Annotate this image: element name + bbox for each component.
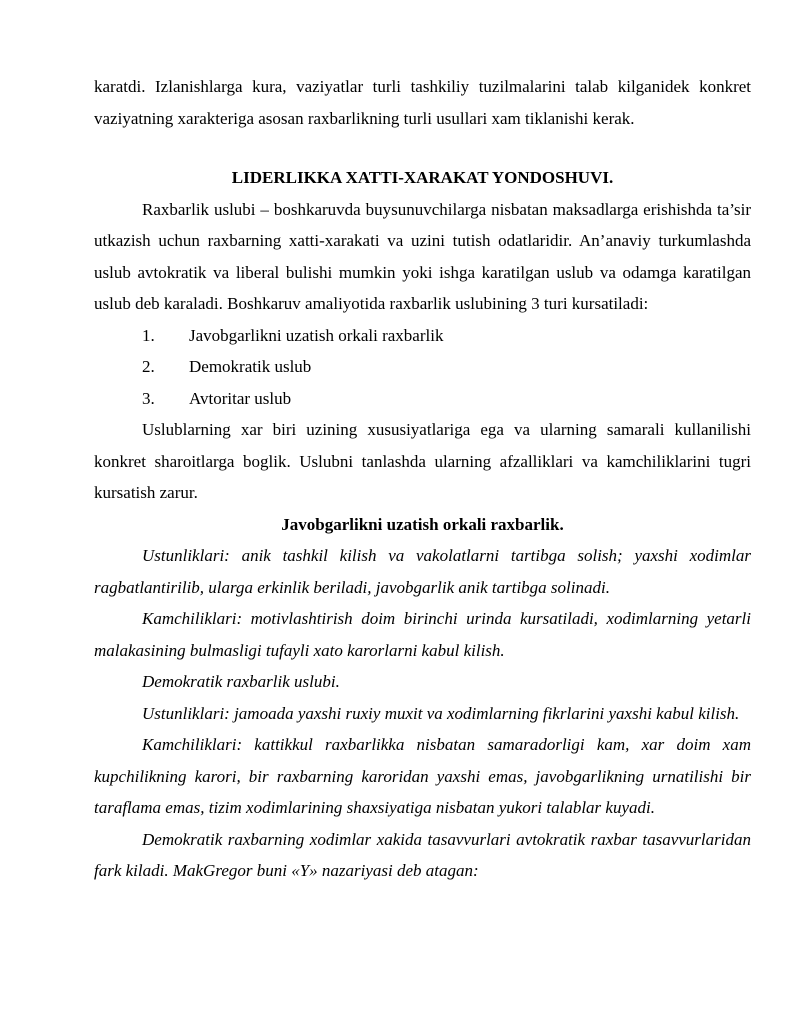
list-item bbox=[94, 383, 751, 415]
list-item-number: 2. bbox=[142, 357, 155, 376]
paragraph-disadvantages: Kamchiliklari: motivlashtirish doim birinchi urinda kursatiladi, xodimlarning yetarli malakasining bulmasligi tufayli xato karorlarni kabul kilish. bbox=[94, 609, 751, 660]
paragraph-intro: karatdi. Izlanishlarga kura, vaziyatlar turli tashkiliy tuzilmalarini talab kilganidek konkret vaziyatning xarakteriga asosan raxbarlikning turli usullari xam tiklanishi kerak. bbox=[94, 77, 751, 128]
paragraph-mcgregor: Demokratik raxbarning xodimlar xakida tasavvurlari avtokratik raxbar tasavvurlaridan fark kiladi. MakGregor buni «Y» nazariyasi deb atagan: bbox=[94, 829, 751, 880]
style-list bbox=[94, 320, 751, 415]
subsection-heading: Javobgarlikni uzatish orkali raxbarlik. bbox=[281, 514, 564, 534]
document-body bbox=[94, 71, 751, 887]
paragraph-democratic-title: Demokratik raxbarlik uslubi. bbox=[142, 672, 340, 691]
paragraph-democratic-advantages: Ustunliklari: jamoada yaxshi ruxiy muxit va xodimlarning fikrlarini yaxshi kabul kilish. bbox=[142, 703, 740, 723]
paragraph-styles: Uslublarning xar biri uzining xususiyatlariga ega va ularning samarali kullanilishi konkret sharoitlarga boglik. Uslubni tanlashda ularning afzalliklari va kamchiliklarini tugri kursatish zarur. bbox=[94, 420, 751, 502]
paragraph-advantages: Ustunliklari: anik tashkil kilish va vakolatlarni tartibga solish; yaxshi xodimlar ragbatlantirilib, ularga erkinlik beriladi, javobgarlik anik tartibga solinadi. bbox=[94, 546, 751, 597]
list-item-text: Avtoritar uslub bbox=[189, 388, 292, 408]
list-item-text: Javobgarlikni uzatish orkali raxbarlik bbox=[189, 325, 444, 345]
list-item bbox=[94, 351, 751, 383]
list-item-number: 1. bbox=[142, 325, 155, 345]
section-heading: LIDERLIKKA XATTI-XARAKAT YONDOSHUVI. bbox=[231, 168, 614, 187]
list-item bbox=[94, 320, 751, 352]
paragraph-definition: Raxbarlik uslubi – boshkaruvda buysunuvchilarga nisbatan maksadlarga erishishda ta’sir utkazish uchun raxbarning xatti-xarakati va uzini tutish odatlaridir. An’anaviy turkumlashda uslub avtokratik va liberal bulishi mumkin yoki ishga karatilgan uslub va odamga karatilgan uslub deb karaladi. Boshkaruv amaliyotida raxbarlik uslubining 3 turi kursatiladi: bbox=[94, 199, 751, 313]
list-item-number: 3. bbox=[142, 388, 155, 408]
list-item-text: Demokratik uslub bbox=[189, 357, 312, 376]
paragraph-democratic-disadvantages: Kamchiliklari: kattikkul raxbarlikka nisbatan samaradorligi kam, xar doim xam kupchilikning karori, bir raxbarning karoridan yaxshi emas, javobgarlikning urnatilishi bir taraflama emas, tizim xodimlarining shaxsiyatiga nisbatan yukori talablar kuyadi. bbox=[94, 735, 751, 817]
